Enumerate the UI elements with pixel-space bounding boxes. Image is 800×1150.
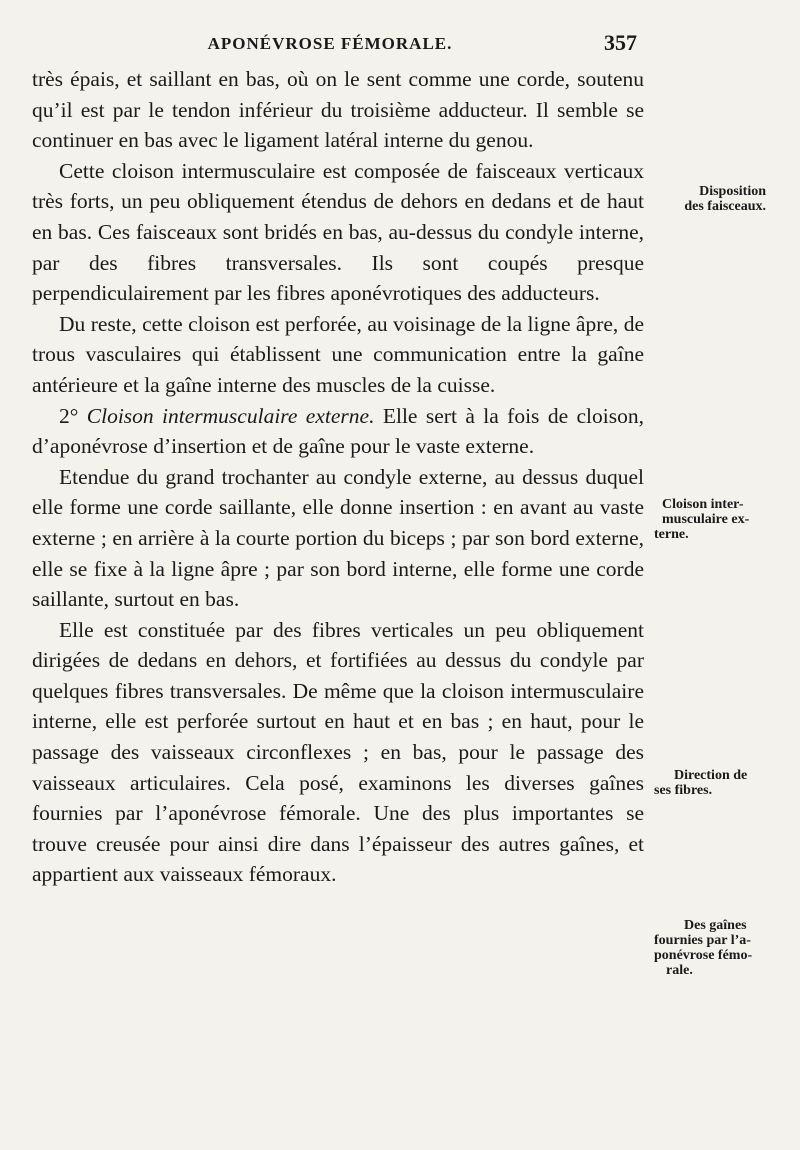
running-title: APONÉVROSE FÉMORALE. (207, 34, 453, 53)
margin-note: Des gaînes fournies par l’a- ponévrose fémo- rale. (654, 918, 753, 978)
paragraph: Etendue du grand trochanter au condyle externe, au dessus duquel elle forme une corde saillante, elle donne insertion : en avant au vaste externe ; en arrière à la courte portion du biceps ; par son bord externe, elle se fixe à la ligne âpre ; par son bord interne, elle forme une corde saillante, surtout en bas. (32, 464, 644, 612)
body-text (32, 64, 644, 890)
section-heading: Cloison intermusculaire externe. (86, 403, 375, 428)
section-number: 2° (59, 403, 87, 428)
paragraph: Elle est constituée par des fibres verticales un peu obliquement dirigées de dedans en dehors, et fortifiées au dessus du condyle par quelques fibres transversales. De même que la cloison intermusculaire interne, elle est perforée surtout en haut et en bas ; en haut, pour le passage des vaisseaux circonflexes ; en bas, pour le passage des vaisseaux articulaires. Cela posé, examinons les diverses gaînes fournies par l’aponévrose fémorale. Une des plus importantes se trouve creusée pour ainsi dire dans l’épaisseur des autres gaînes, et appartient aux vaisseaux fémoraux. (32, 617, 644, 887)
margin-note: Direction de ses fibres. (654, 768, 748, 798)
margin-note: Cloison inter- musculaire ex- terne. (654, 497, 750, 542)
paragraph: très épais, et saillant en bas, où on le sent comme une corde, soutenu qu’il est par le tendon inférieur du troisième adducteur. Il semble se continuer en bas avec le ligament latéral interne du genou. (32, 67, 644, 153)
margin-note: Disposition des faisceaux. (684, 184, 766, 214)
page-number: 357 (604, 30, 637, 55)
paragraph: Cette cloison intermusculaire est composée de faisceaux verticaux très forts, un peu obliquement étendus de dehors en dedans et de haut en bas. Ces faisceaux sont bridés en bas, au-dessus du condyle interne, par des fibres transversales. Ils sont coupés presque perpendiculairement par les fibres aponévrotiques des adducteurs. (32, 158, 644, 306)
paragraph: Du reste, cette cloison est perforée, au voisinage de la ligne âpre, de trous vasculaires qui établissent une communication entre la gaîne antérieure et la gaîne interne des muscles de la cuisse. (32, 311, 644, 397)
paragraph: 2° Cloison intermusculaire externe. Elle sert à la fois de cloison, d’aponévrose d’insertion et de gaîne pour le vaste externe. (32, 403, 644, 459)
